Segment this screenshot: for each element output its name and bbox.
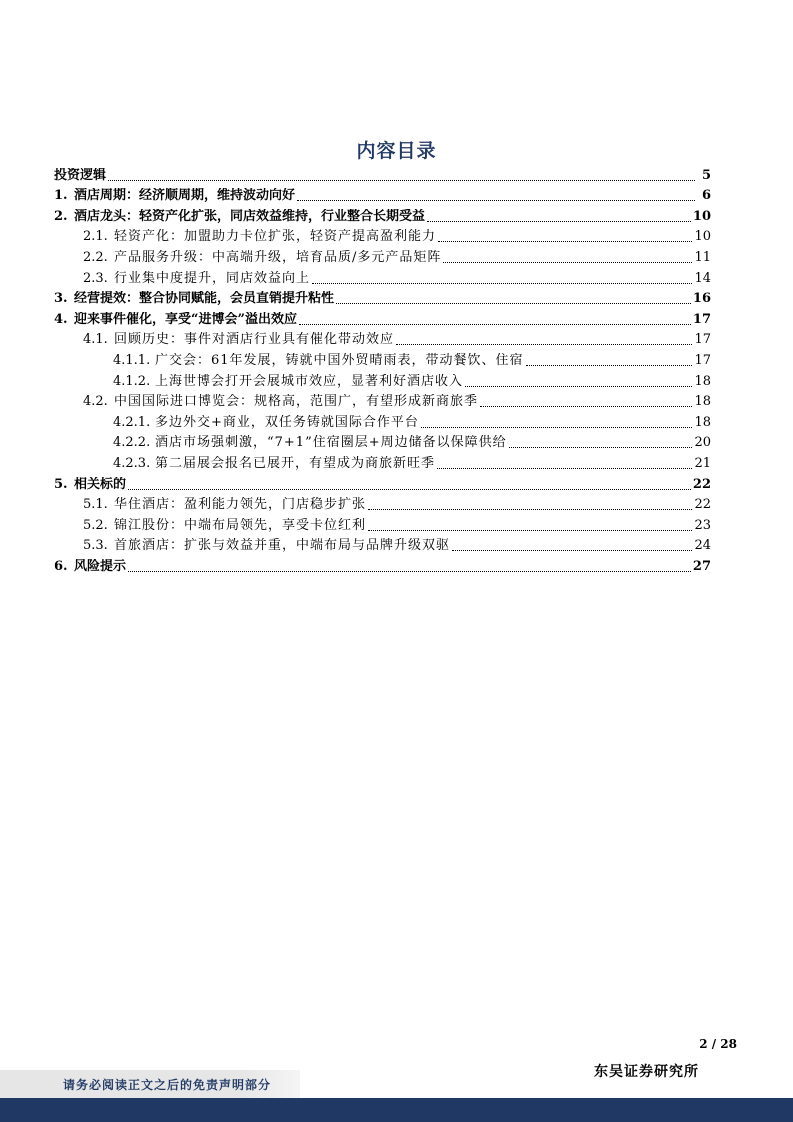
toc-leader-dots — [421, 427, 693, 428]
toc-entry-page[interactable]: 18 — [694, 373, 711, 389]
toc-entry-number: 4.1.1. — [113, 352, 151, 368]
toc-entry-title[interactable]: 回顾历史：事件对酒店行业具有催化带动效应 — [114, 332, 395, 348]
toc-entry[interactable] — [54, 410, 711, 431]
toc-entry-title[interactable]: 中国国际进口博览会：规格高，范围广，有望形成新商旅季 — [114, 394, 479, 410]
toc-leader-dots — [509, 447, 693, 448]
toc-entry-title[interactable]: 投资逻辑 — [54, 167, 107, 183]
toc-entry-number: 4.1. — [83, 332, 108, 348]
toc-entry-number: 4.2.1. — [113, 414, 151, 430]
toc-entry-number: 4.2. — [83, 394, 108, 410]
page-title: 内容目录 — [356, 140, 437, 162]
toc-entry-title[interactable]: 广交会：61年发展，铸就中国外贸晴雨表，带动餐饮、住宿 — [155, 352, 524, 368]
toc-entry-page[interactable]: 10 — [692, 208, 711, 224]
toc-entry-title[interactable]: 华住酒店：盈利能力领先，门店稳步扩张 — [114, 497, 367, 513]
toc-leader-dots — [297, 200, 695, 201]
toc-entry-number: 6. — [54, 558, 68, 574]
toc-leader-dots — [368, 509, 692, 510]
toc-leader-dots — [443, 262, 692, 263]
toc-entry-page[interactable]: 17 — [694, 332, 711, 348]
toc-entry[interactable] — [54, 513, 711, 534]
toc-entry-page[interactable]: 17 — [694, 352, 711, 368]
toc-entry-page[interactable]: 22 — [694, 497, 711, 513]
toc-entry-number: 1. — [54, 188, 68, 204]
toc-entry[interactable] — [54, 307, 711, 328]
toc-entry-title[interactable]: 多边外交+商业，双任务铸就国际合作平台 — [155, 414, 419, 430]
toc-entry[interactable] — [54, 472, 711, 493]
toc-entry-number: 4.2.3. — [113, 455, 151, 471]
page-number: 2 / 28 — [699, 1037, 737, 1051]
toc-entry-page[interactable]: 16 — [692, 291, 711, 307]
toc-entry[interactable] — [54, 225, 711, 246]
toc-entry-page[interactable]: 14 — [694, 270, 711, 286]
toc-entry-title[interactable]: 酒店龙头：轻资产化扩张，同店效益维持，行业整合长期受益 — [74, 208, 426, 224]
disclaimer-text: 请务必阅读正文之后的免责声明部分 — [63, 1078, 272, 1092]
toc-entry[interactable] — [54, 163, 711, 184]
toc-entry-title[interactable]: 迎来事件催化，享受“进博会”溢出效应 — [74, 311, 297, 327]
toc-entry[interactable] — [54, 493, 711, 514]
toc-entry-title[interactable]: 风险提示 — [74, 558, 127, 574]
toc-entry[interactable] — [54, 204, 711, 225]
toc-entry[interactable] — [54, 245, 711, 266]
toc-leader-dots — [452, 550, 692, 551]
toc-entry[interactable] — [54, 348, 711, 369]
toc-entry-title[interactable]: 相关标的 — [74, 476, 127, 492]
company-name: 东吴证券研究所 — [594, 1064, 699, 1080]
toc-entry-title[interactable]: 酒店市场强刺激，“7+1”住宿圈层+周边储备以保障供给 — [155, 435, 507, 451]
toc-entry-page[interactable]: 20 — [694, 435, 711, 451]
toc-leader-dots — [128, 571, 691, 572]
toc-entry-page[interactable]: 5 — [701, 167, 711, 183]
toc-leader-dots — [465, 386, 692, 387]
toc-entry-title[interactable]: 经营提效：整合协同赋能，会员直销提升粘性 — [74, 291, 335, 307]
toc-leader-dots — [438, 241, 692, 242]
toc-entry-title[interactable]: 首旅酒店：扩张与效益并重，中端布局与品牌升级双驱 — [114, 538, 451, 554]
toc-leader-dots — [427, 221, 691, 222]
toc-entry-page[interactable]: 18 — [694, 394, 711, 410]
toc-leader-dots — [526, 365, 693, 366]
toc-entry-number: 5. — [54, 476, 68, 492]
toc-leader-dots — [108, 180, 695, 181]
toc-entry[interactable] — [54, 534, 711, 555]
toc-entry-page[interactable]: 24 — [694, 538, 711, 554]
toc-entry-title[interactable]: 酒店周期：经济顺周期，维持波动向好 — [74, 188, 296, 204]
toc-leader-dots — [312, 283, 692, 284]
toc-leader-dots — [128, 489, 691, 490]
toc-entry-title[interactable]: 产品服务升级：中高端升级，培育品质/多元产品矩阵 — [114, 249, 442, 265]
toc-entry-page[interactable]: 10 — [694, 229, 711, 245]
toc-entry[interactable] — [54, 554, 711, 575]
toc-entry-page[interactable]: 11 — [694, 249, 711, 265]
toc-entry-page[interactable]: 22 — [692, 476, 711, 492]
toc-entry-title[interactable]: 锦江股份：中端布局领先，享受卡位红利 — [114, 517, 367, 533]
toc-entry-number: 5.1. — [83, 497, 108, 513]
toc-entry-page[interactable]: 6 — [701, 188, 711, 204]
toc-entry[interactable] — [54, 369, 711, 390]
toc-entry-page[interactable]: 21 — [694, 455, 711, 471]
toc-entry-page[interactable]: 17 — [692, 311, 711, 327]
toc-entry[interactable] — [54, 184, 711, 205]
toc-entry-number: 5.2. — [83, 517, 108, 533]
footer-bar — [0, 1098, 793, 1122]
toc-entry-number: 3. — [54, 291, 68, 307]
toc-entry-page[interactable]: 18 — [694, 414, 711, 430]
toc-entry[interactable] — [54, 266, 711, 287]
toc-leader-dots — [480, 406, 692, 407]
toc-leader-dots — [299, 324, 691, 325]
toc-entry[interactable] — [54, 287, 711, 308]
toc-leader-dots — [396, 344, 692, 345]
toc-entry-number: 5.3. — [83, 538, 108, 554]
toc-entry-number: 4.1.2. — [113, 373, 151, 389]
toc-entry-number: 4.2.2. — [113, 435, 151, 451]
toc-entry-title[interactable]: 轻资产化：加盟助力卡位扩张，轻资产提高盈利能力 — [114, 229, 437, 245]
toc-entry-number: 4. — [54, 311, 68, 327]
toc-entry-number: 2. — [54, 208, 68, 224]
toc-entry[interactable] — [54, 390, 711, 411]
toc-entry-page[interactable]: 23 — [694, 517, 711, 533]
toc-entry[interactable] — [54, 328, 711, 349]
toc-entry[interactable] — [54, 431, 711, 452]
toc-entry-title[interactable]: 上海世博会打开会展城市效应，显著利好酒店收入 — [155, 373, 464, 389]
toc-entry-page[interactable]: 27 — [692, 558, 711, 574]
toc-entry-number: 2.2. — [83, 249, 108, 265]
toc-leader-dots — [368, 530, 692, 531]
toc-entry[interactable] — [54, 451, 711, 472]
toc-leader-dots — [336, 303, 691, 304]
toc-entry-number: 2.3. — [83, 270, 108, 286]
toc-entry-title[interactable]: 行业集中度提升，同店效益向上 — [114, 270, 311, 286]
toc-entry-number: 2.1. — [83, 229, 108, 245]
toc-leader-dots — [437, 468, 692, 469]
table-of-contents — [54, 163, 711, 575]
toc-entry-title[interactable]: 第二届展会报名已展开，有望成为商旅新旺季 — [155, 455, 436, 471]
